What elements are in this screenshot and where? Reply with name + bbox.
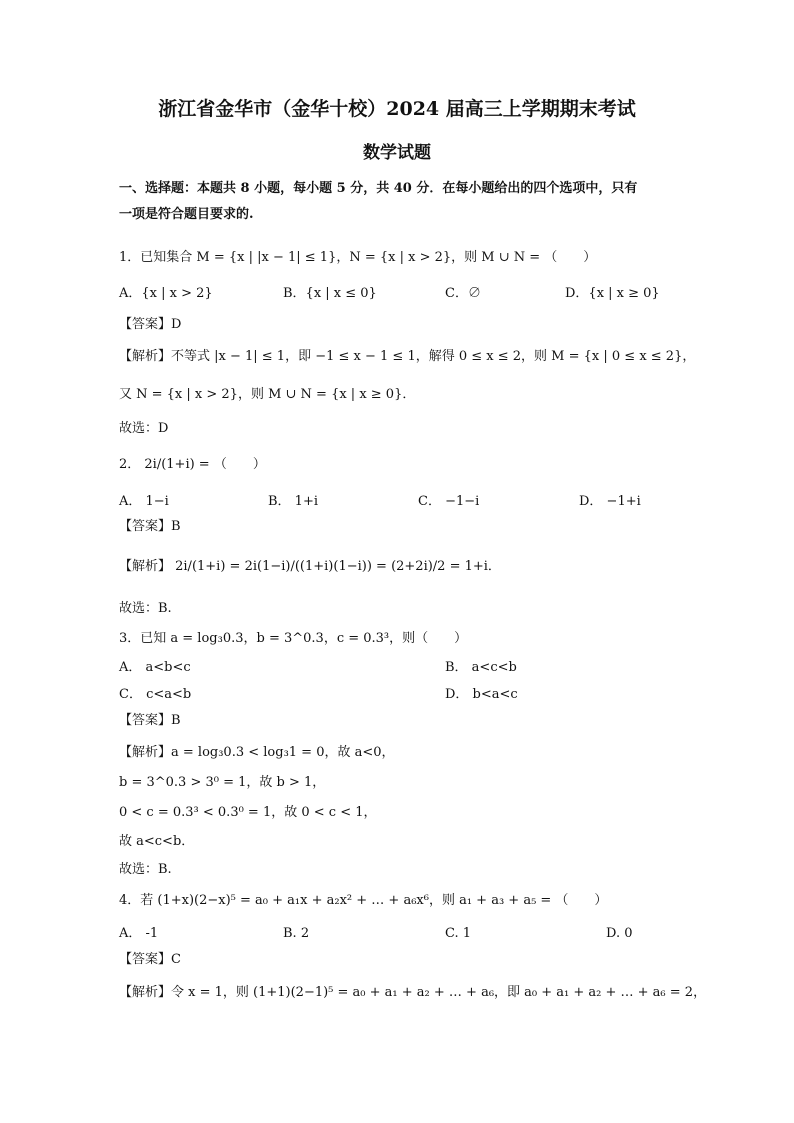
q3-option-c: C． c<a<b — [119, 687, 192, 702]
q4-option-c: C. 1 — [445, 926, 472, 941]
q1-option-d: D．{x | x ≥ 0} — [565, 286, 660, 301]
q2-option-d: D． −1+i — [579, 494, 641, 509]
section-instructions-line2: 一项是符合题目要求的. — [119, 207, 254, 222]
q4-option-a: A． -1 — [119, 926, 159, 941]
q3-choose: 故选：B. — [119, 862, 172, 877]
q1-choose: 故选：D — [119, 421, 169, 436]
q2-option-c: C． −1−i — [418, 494, 480, 509]
q2-option-a: A． 1−i — [119, 494, 169, 509]
q4-stem: 4．若 (1+x)(2−x)⁵ = a₀ + a₁x + a₂x² + … + a₆x⁶，则 a₁ + a₃ + a₅ = （ ） — [119, 893, 608, 908]
q3-analysis-line1: 【解析】a = log₃0.3 < log₃1 = 0，故 a<0， — [119, 745, 395, 760]
q2-stem: 2． 2i/(1+i) = （ ） — [119, 457, 266, 472]
q1-analysis-line1: 【解析】不等式 |x − 1| ≤ 1，即 −1 ≤ x − 1 ≤ 1，解得 0 ≤ x ≤ 2，则 M = {x | 0 ≤ x ≤ 2}， — [119, 349, 696, 364]
page-subtitle: 数学试题 — [363, 143, 431, 163]
q1-analysis-line2: 又 N = {x | x > 2}，则 M ∪ N = {x | x ≥ 0}． — [119, 387, 416, 402]
q2-option-b: B． 1+i — [268, 494, 319, 509]
q3-option-d: D． b<a<c — [445, 687, 518, 702]
q4-option-d: D. 0 — [606, 926, 633, 941]
q3-analysis-line4: 故 a<c<b． — [119, 834, 195, 849]
q3-answer: 【答案】B — [119, 713, 181, 728]
q2-answer: 【答案】B — [119, 519, 181, 534]
q1-stem: 1．已知集合 M = {x | |x − 1| ≤ 1}，N = {x | x > 2}，则 M ∪ N = （ ） — [119, 250, 597, 265]
q4-answer: 【答案】C — [119, 952, 181, 967]
q4-analysis: 【解析】令 x = 1，则 (1+1)(2−1)⁵ = a₀ + a₁ + a₂ + … + a₆，即 a₀ + a₁ + a₂ + … + a₆ = 2， — [119, 985, 707, 1000]
q1-option-c: C．∅ — [445, 286, 481, 301]
section-instructions-line1: 一、选择题：本题共 8 小题，每小题 5 分，共 40 分．在每小题给出的四个选项中，只有 — [119, 181, 638, 196]
q4-option-b: B. 2 — [283, 926, 310, 941]
q3-stem: 3．已知 a = log₃0.3，b = 3^0.3，c = 0.3³，则（ ） — [119, 631, 468, 646]
q1-answer: 【答案】D — [119, 317, 182, 332]
q2-choose: 故选：B. — [119, 601, 172, 616]
q3-option-a: A． a<b<c — [119, 660, 191, 675]
q3-analysis-line2: b = 3^0.3 > 3⁰ = 1，故 b > 1， — [119, 775, 326, 790]
q1-option-a: A．{x | x > 2} — [119, 286, 213, 301]
q3-analysis-line3: 0 < c = 0.3³ < 0.3⁰ = 1，故 0 < c < 1， — [119, 805, 377, 820]
q2-analysis: 【解析】 2i/(1+i) = 2i(1−i)/((1+i)(1−i)) = (2+2i)/2 = 1+i． — [119, 559, 501, 574]
q3-option-b: B． a<c<b — [445, 660, 517, 675]
q1-option-b: B．{x | x ≤ 0} — [283, 286, 377, 301]
page-title: 浙江省金华市（金华十校）2024 届高三上学期期末考试 — [158, 98, 636, 120]
